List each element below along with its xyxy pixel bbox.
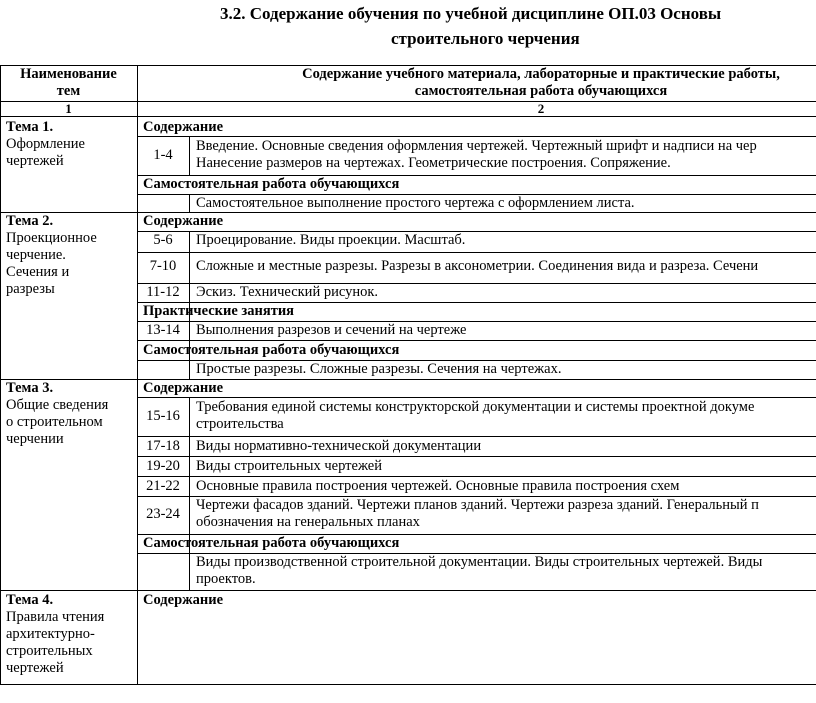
header-content-col: Содержание учебного материала, лабораторные и практические работы, самостоятельная работа обучающихся xyxy=(302,66,780,99)
topic-2-row-2-num: 7-10 xyxy=(149,258,177,274)
topic-1-content-label: Содержание xyxy=(143,119,224,135)
topic-3-row-2-text: Виды нормативно-технической документации xyxy=(196,438,482,454)
topic-2-practice-text: Выполнения разрезов и сечений на чертеже xyxy=(196,322,467,338)
topic-3-row-3-text: Виды строительных чертежей xyxy=(196,458,382,474)
topic-3-row-1-num: 15-16 xyxy=(146,408,180,424)
header-topic-col: Наименование тем xyxy=(20,66,117,99)
topic-2-row-1-num: 5-6 xyxy=(153,232,173,248)
topic-2-practice-num: 13-14 xyxy=(146,322,180,338)
topic-2-practice-label: Практические занятия xyxy=(143,303,295,319)
topic-1-self-label: Самостоятельная работа обучающихся xyxy=(143,176,400,192)
topic-3-row-4-num: 21-22 xyxy=(146,478,180,494)
topic-3-row-4-text: Основные правила построения чертежей. Основные правила построения схем xyxy=(196,478,680,494)
topic-2-self-text: Простые разрезы. Сложные разрезы. Сечения на чертежах. xyxy=(196,361,562,377)
topic-4-name: Тема 4. Правила чтения архитектурно- строительных чертежей xyxy=(6,592,105,676)
topic-3-content-label: Содержание xyxy=(143,380,224,396)
topic-3-row-1-text: Требования единой системы конструкторской документации и системы проектной докуме строительства xyxy=(196,399,755,432)
topic-3-name: Тема 3. Общие сведения о строительном черчении xyxy=(6,380,109,447)
topic-2-self-label: Самостоятельная работа обучающихся xyxy=(143,342,400,358)
title-line-1: 3.2. Содержание обучения по учебной дисциплине ОП.03 Основы xyxy=(220,4,722,23)
topic-3-row-2-num: 17-18 xyxy=(146,438,180,454)
topic-3-row-5-num: 23-24 xyxy=(146,506,180,522)
topic-1-self-text: Самостоятельное выполнение простого чертежа с оформлением листа. xyxy=(196,195,635,211)
topic-2-row-3-num: 11-12 xyxy=(146,284,180,300)
topic-2-name: Тема 2. Проекционное черчение. Сечения и разрезы xyxy=(6,213,97,297)
topic-2-row-3-text: Эскиз. Технический рисунок. xyxy=(196,284,379,300)
topic-3-row-5-text: Чертежи фасадов зданий. Чертежи планов зданий. Чертежи разреза зданий. Генеральный п обозначения на генеральных планах xyxy=(196,497,759,530)
topic-2-row-2-text: Сложные и местные разрезы. Разрезы в аксонометрии. Соединения вида и разреза. Сечени xyxy=(196,258,759,274)
topic-1-name: Тема 1. Оформление чертежей xyxy=(6,119,85,169)
topic-3-self-label: Самостоятельная работа обучающихся xyxy=(143,535,400,551)
topic-2-content-label: Содержание xyxy=(143,213,224,229)
topic-3-row-3-num: 19-20 xyxy=(146,458,180,474)
header-num-2: 2 xyxy=(537,101,545,116)
topic-3-self-text: Виды производственной строительной документации. Виды строительных чертежей. Виды проектов. xyxy=(196,554,763,587)
topic-1-row-num: 1-4 xyxy=(153,147,173,163)
header-num-1: 1 xyxy=(65,101,72,116)
curriculum-table xyxy=(0,65,816,685)
title-line-2: строительного черчения xyxy=(391,29,580,48)
topic-4-content-label: Содержание xyxy=(143,592,224,608)
topic-1-row-text: Введение. Основные сведения оформления чертежей. Чертежный шрифт и надписи на чер Нанесение размеров на чертежах. Геометрические построения. Сопряжение. xyxy=(196,138,757,171)
topic-2-row-1-text: Проецирование. Виды проекции. Масштаб. xyxy=(196,232,466,248)
